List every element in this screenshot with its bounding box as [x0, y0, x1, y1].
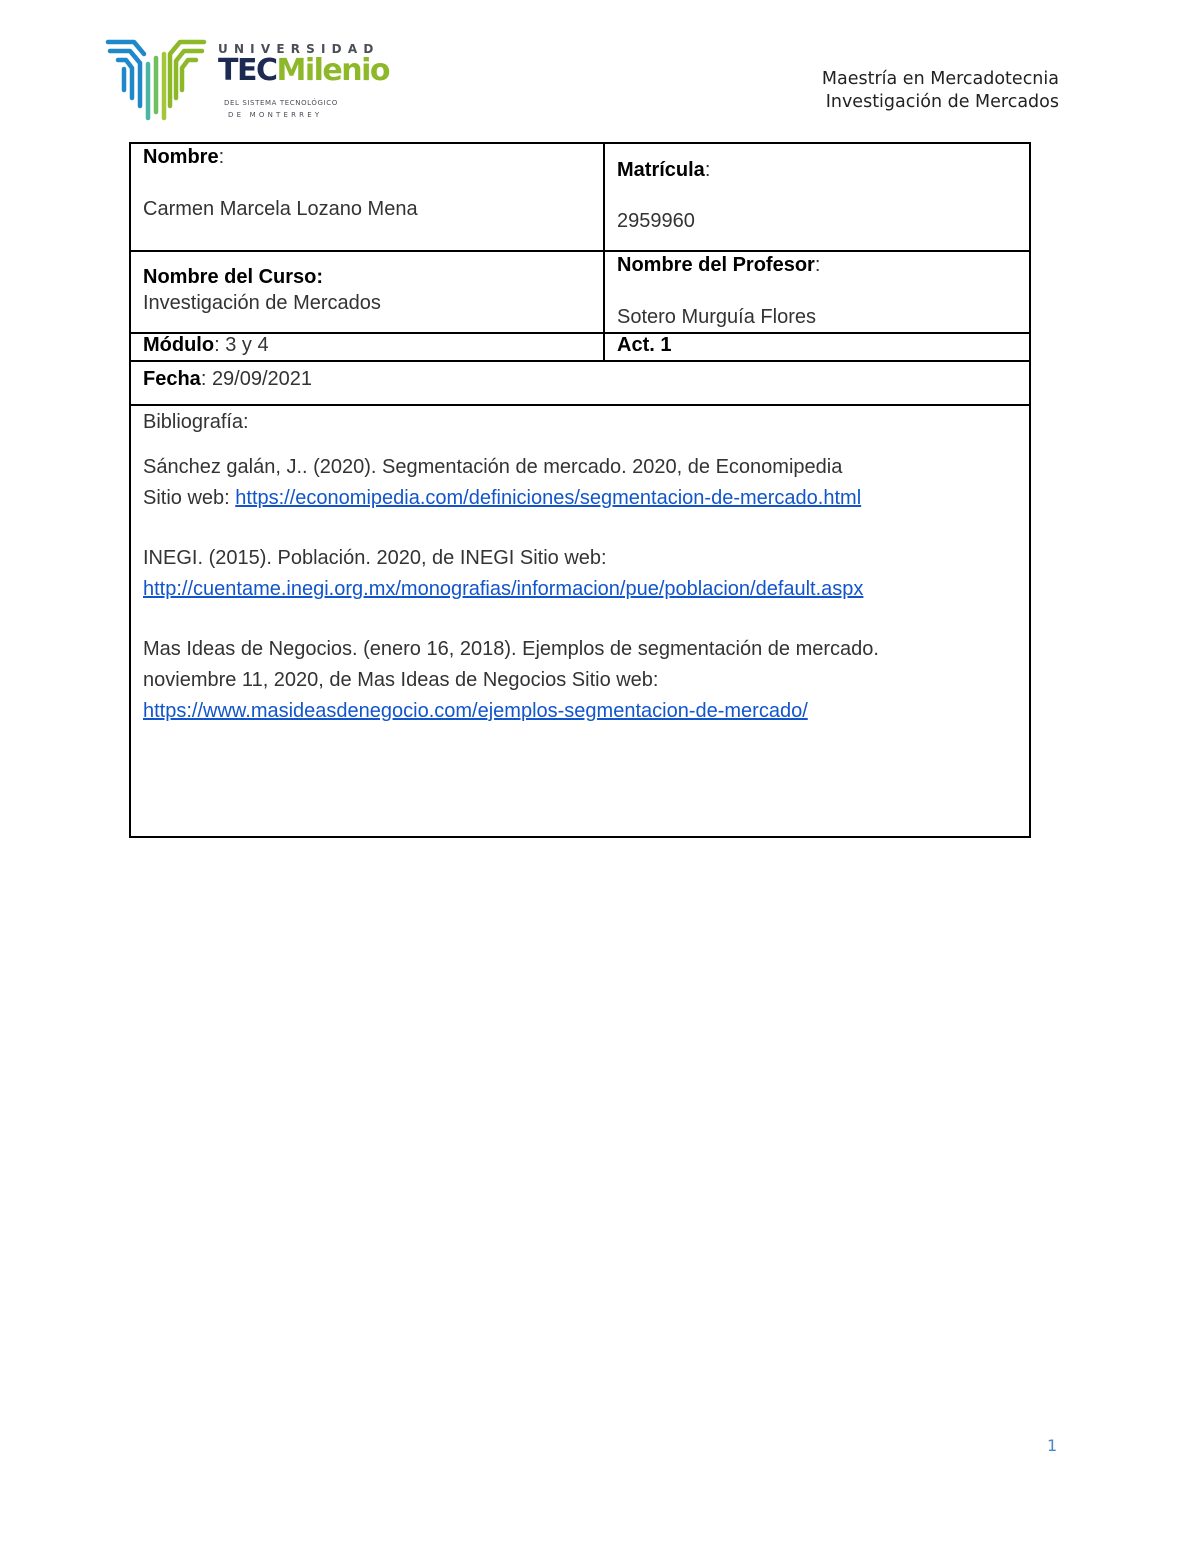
reference-2-link[interactable]: http://cuentame.inegi.org.mx/monografias/informacion/pue/poblacion/default.aspx [143, 578, 864, 600]
reference-2-line1: INEGI. (2015). Población. 2020, de INEGI Sitio web: [143, 547, 607, 569]
colon: : [214, 334, 226, 356]
course-name: Investigación de Mercados [825, 92, 1059, 112]
reference-1-line2 [143, 483, 1017, 514]
page-number: 1 [1047, 1436, 1058, 1455]
table-row [130, 143, 1030, 251]
bibliografia-cell [130, 405, 1030, 837]
colon: : [704, 159, 711, 181]
actividad-label: Act. 1 [617, 334, 672, 356]
header-program-info [822, 68, 1059, 114]
actividad-cell [604, 333, 1030, 361]
reference-1-link[interactable]: https://economipedia.com/definiciones/segmentacion-de-mercado.html [235, 487, 862, 509]
table-row [130, 405, 1030, 837]
table-row [130, 361, 1030, 405]
matricula-cell [604, 143, 1030, 251]
reference-3-link[interactable]: https://www.masideasdenegocio.com/ejemplos-segmentacion-de-mercado/ [143, 700, 808, 722]
curso-label: Nombre del Curso: [143, 266, 324, 288]
logo-subtitle-1: DEL SISTEMA TECNOLÓGICO [224, 99, 338, 107]
logo-universidad-text: UNIVERSIDAD [218, 42, 380, 56]
curso-value: Investigación de Mercados [143, 292, 381, 314]
student-info-table [129, 142, 1031, 838]
fecha-value: 29/09/2021 [211, 368, 313, 390]
reference-1-prefix: Sitio web: [143, 487, 236, 509]
nombre-value: Carmen Marcela Lozano Mena [143, 198, 418, 220]
curso-cell [130, 251, 604, 333]
tecmilenio-emblem-icon [104, 36, 209, 124]
bibliografia-title: Bibliografía: [143, 411, 249, 433]
university-logo [104, 36, 390, 126]
reference-3-line1: Mas Ideas de Negocios. (enero 16, 2018). Ejemplos de segmentación de mercado. [143, 638, 879, 660]
logo-subtitle-2: DE MONTERREY [228, 111, 323, 119]
modulo-cell [130, 333, 604, 361]
reference-1-line1: Sánchez galán, J.. (2020). Segmentación de mercado. 2020, de Economipedia [143, 456, 843, 478]
program-name: Maestría en Mercadotecnia [821, 69, 1059, 89]
fecha-cell [130, 361, 1030, 405]
nombre-label: Nombre [143, 146, 219, 168]
profesor-value: Sotero Murguía Flores [617, 306, 816, 328]
colon: : [814, 254, 821, 276]
modulo-label: Módulo [143, 334, 215, 356]
matricula-label: Matrícula [617, 159, 705, 181]
matricula-value: 2959960 [617, 210, 695, 232]
reference-3-line2: noviembre 11, 2020, de Mas Ideas de Negocios Sitio web: [143, 669, 659, 691]
logo-brand-tec: TEC [218, 53, 277, 88]
colon: : [218, 146, 225, 168]
logo-brand-text [218, 53, 389, 88]
nombre-cell [130, 143, 604, 251]
profesor-cell [604, 251, 1030, 333]
modulo-value: 3 y 4 [225, 334, 269, 356]
fecha-label: Fecha [143, 368, 201, 390]
table-row [130, 333, 1030, 361]
colon: : [200, 368, 212, 390]
logo-brand-milenio: Milenio [276, 53, 390, 88]
table-row [130, 251, 1030, 333]
profesor-label: Nombre del Profesor [617, 254, 815, 276]
